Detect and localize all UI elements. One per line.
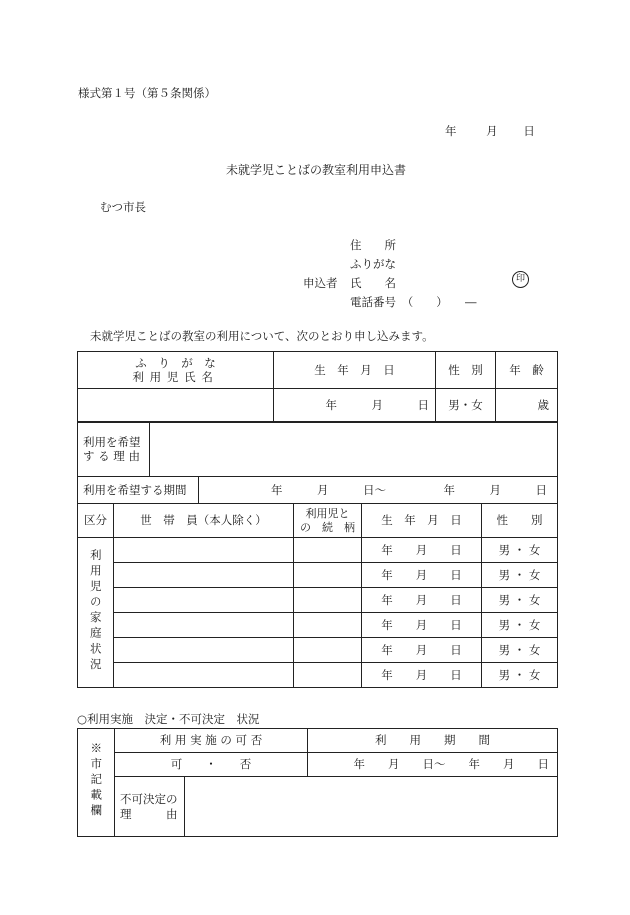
family-section-header: 区分 bbox=[78, 504, 114, 538]
period-field[interactable]: 年 月 日〜 年 月 日 bbox=[199, 477, 558, 504]
family-side-text: 利用児の家庭状況 bbox=[88, 548, 103, 673]
child-info-table bbox=[77, 351, 558, 423]
child-name-header-label: 利用児氏名 bbox=[132, 370, 219, 384]
table-row bbox=[78, 638, 558, 663]
seal-mark bbox=[512, 271, 529, 288]
decision-table bbox=[77, 728, 558, 837]
member-relation-field[interactable] bbox=[294, 588, 362, 613]
intro-text: 未就学児ことばの教室の利用について、次のとおり申し込みます。 bbox=[90, 329, 434, 343]
table-row bbox=[78, 663, 558, 688]
member-relation-field[interactable] bbox=[294, 663, 362, 688]
decision-heading: ○利用実施 決定・不可決定 状況 bbox=[77, 712, 260, 726]
table-row bbox=[78, 588, 558, 613]
family-sex-header: 性 別 bbox=[482, 504, 558, 538]
relation-header-line1: 利用児と bbox=[305, 506, 350, 520]
child-name-field[interactable] bbox=[78, 389, 274, 423]
child-name-header bbox=[78, 352, 274, 389]
family-dob-header: 生 年 月 日 bbox=[362, 504, 482, 538]
age-header: 年 齢 bbox=[496, 352, 558, 389]
reason-label bbox=[78, 422, 150, 477]
reason-label-line1: 利用を希望 bbox=[83, 434, 141, 449]
table-row bbox=[78, 613, 558, 638]
refusal-reason-label bbox=[115, 777, 185, 837]
table-row bbox=[78, 563, 558, 588]
member-relation-field[interactable] bbox=[294, 563, 362, 588]
reason-table bbox=[77, 421, 558, 477]
furigana-header: ふ り が な bbox=[135, 355, 216, 370]
sex-header: 性 別 bbox=[436, 352, 496, 389]
member-name-field[interactable] bbox=[114, 563, 294, 588]
member-sex-field[interactable]: 男 ・ 女 bbox=[482, 663, 558, 688]
member-sex-field[interactable]: 男 ・ 女 bbox=[482, 613, 558, 638]
period-table bbox=[77, 476, 558, 504]
usage-period-field[interactable]: 年 月 日〜 年 月 日 bbox=[308, 753, 558, 777]
member-sex-field[interactable]: 男 ・ 女 bbox=[482, 638, 558, 663]
member-dob-field[interactable]: 年 月 日 bbox=[362, 563, 482, 588]
member-name-field[interactable] bbox=[114, 613, 294, 638]
refusal-label-line2: 理 由 bbox=[120, 806, 178, 821]
member-dob-field[interactable]: 年 月 日 bbox=[362, 663, 482, 688]
member-dob-field[interactable]: 年 月 日 bbox=[362, 638, 482, 663]
date-line bbox=[445, 123, 535, 139]
member-relation-field[interactable] bbox=[294, 638, 362, 663]
date-day: 日 bbox=[523, 124, 535, 138]
member-name-field[interactable] bbox=[114, 638, 294, 663]
member-sex-field[interactable]: 男 ・ 女 bbox=[482, 588, 558, 613]
seal-text: 印 bbox=[515, 274, 525, 284]
availability-header: 利 用 実 施 の 可 否 bbox=[115, 729, 308, 753]
reason-field[interactable] bbox=[150, 422, 558, 477]
decision-side-label bbox=[78, 729, 115, 837]
family-relation-header bbox=[294, 504, 362, 538]
member-dob-field[interactable]: 年 月 日 bbox=[362, 588, 482, 613]
table-row bbox=[78, 538, 558, 563]
usage-period-header: 利 用 期 間 bbox=[308, 729, 558, 753]
applicant-label: 申込者 bbox=[303, 276, 338, 290]
date-year: 年 bbox=[445, 124, 457, 138]
period-label: 利用を希望する期間 bbox=[78, 477, 199, 504]
date-month: 月 bbox=[486, 124, 498, 138]
applicant-phone-label: 電話番号 （ ） ― bbox=[350, 295, 477, 309]
member-dob-field[interactable]: 年 月 日 bbox=[362, 538, 482, 563]
dob-field[interactable]: 年 月 日 bbox=[274, 389, 436, 423]
family-member-header: 世 帯 員（本人除く） bbox=[114, 504, 294, 538]
family-table bbox=[77, 503, 558, 688]
refusal-label-line1: 不可決定の bbox=[120, 792, 178, 807]
refusal-reason-field[interactable] bbox=[185, 777, 558, 837]
member-name-field[interactable] bbox=[114, 663, 294, 688]
form-number: 様式第１号（第５条関係） bbox=[78, 86, 216, 100]
member-relation-field[interactable] bbox=[294, 538, 362, 563]
page-title: 未就学児ことばの教室利用申込書 bbox=[226, 163, 407, 177]
relation-header-line2: の 続 柄 bbox=[300, 520, 355, 534]
applicant-address-label: 住 所 bbox=[350, 238, 396, 252]
reason-label-line2: す る 理 由 bbox=[83, 449, 140, 463]
member-sex-field[interactable]: 男 ・ 女 bbox=[482, 563, 558, 588]
applicant-furigana-label: ふりがな bbox=[350, 257, 396, 271]
availability-field[interactable]: 可 ・ 否 bbox=[115, 753, 308, 777]
dob-header: 生 年 月 日 bbox=[274, 352, 436, 389]
decision-side-text: ※市記載欄 bbox=[89, 742, 104, 820]
member-relation-field[interactable] bbox=[294, 613, 362, 638]
sex-field[interactable]: 男・女 bbox=[436, 389, 496, 423]
age-field[interactable]: 歳 bbox=[496, 389, 558, 423]
member-dob-field[interactable]: 年 月 日 bbox=[362, 613, 482, 638]
applicant-name-label: 氏 名 bbox=[350, 276, 396, 290]
member-name-field[interactable] bbox=[114, 538, 294, 563]
family-side-label bbox=[78, 538, 114, 688]
addressee: むつ市長 bbox=[100, 200, 146, 214]
member-name-field[interactable] bbox=[114, 588, 294, 613]
member-sex-field[interactable]: 男 ・ 女 bbox=[482, 538, 558, 563]
